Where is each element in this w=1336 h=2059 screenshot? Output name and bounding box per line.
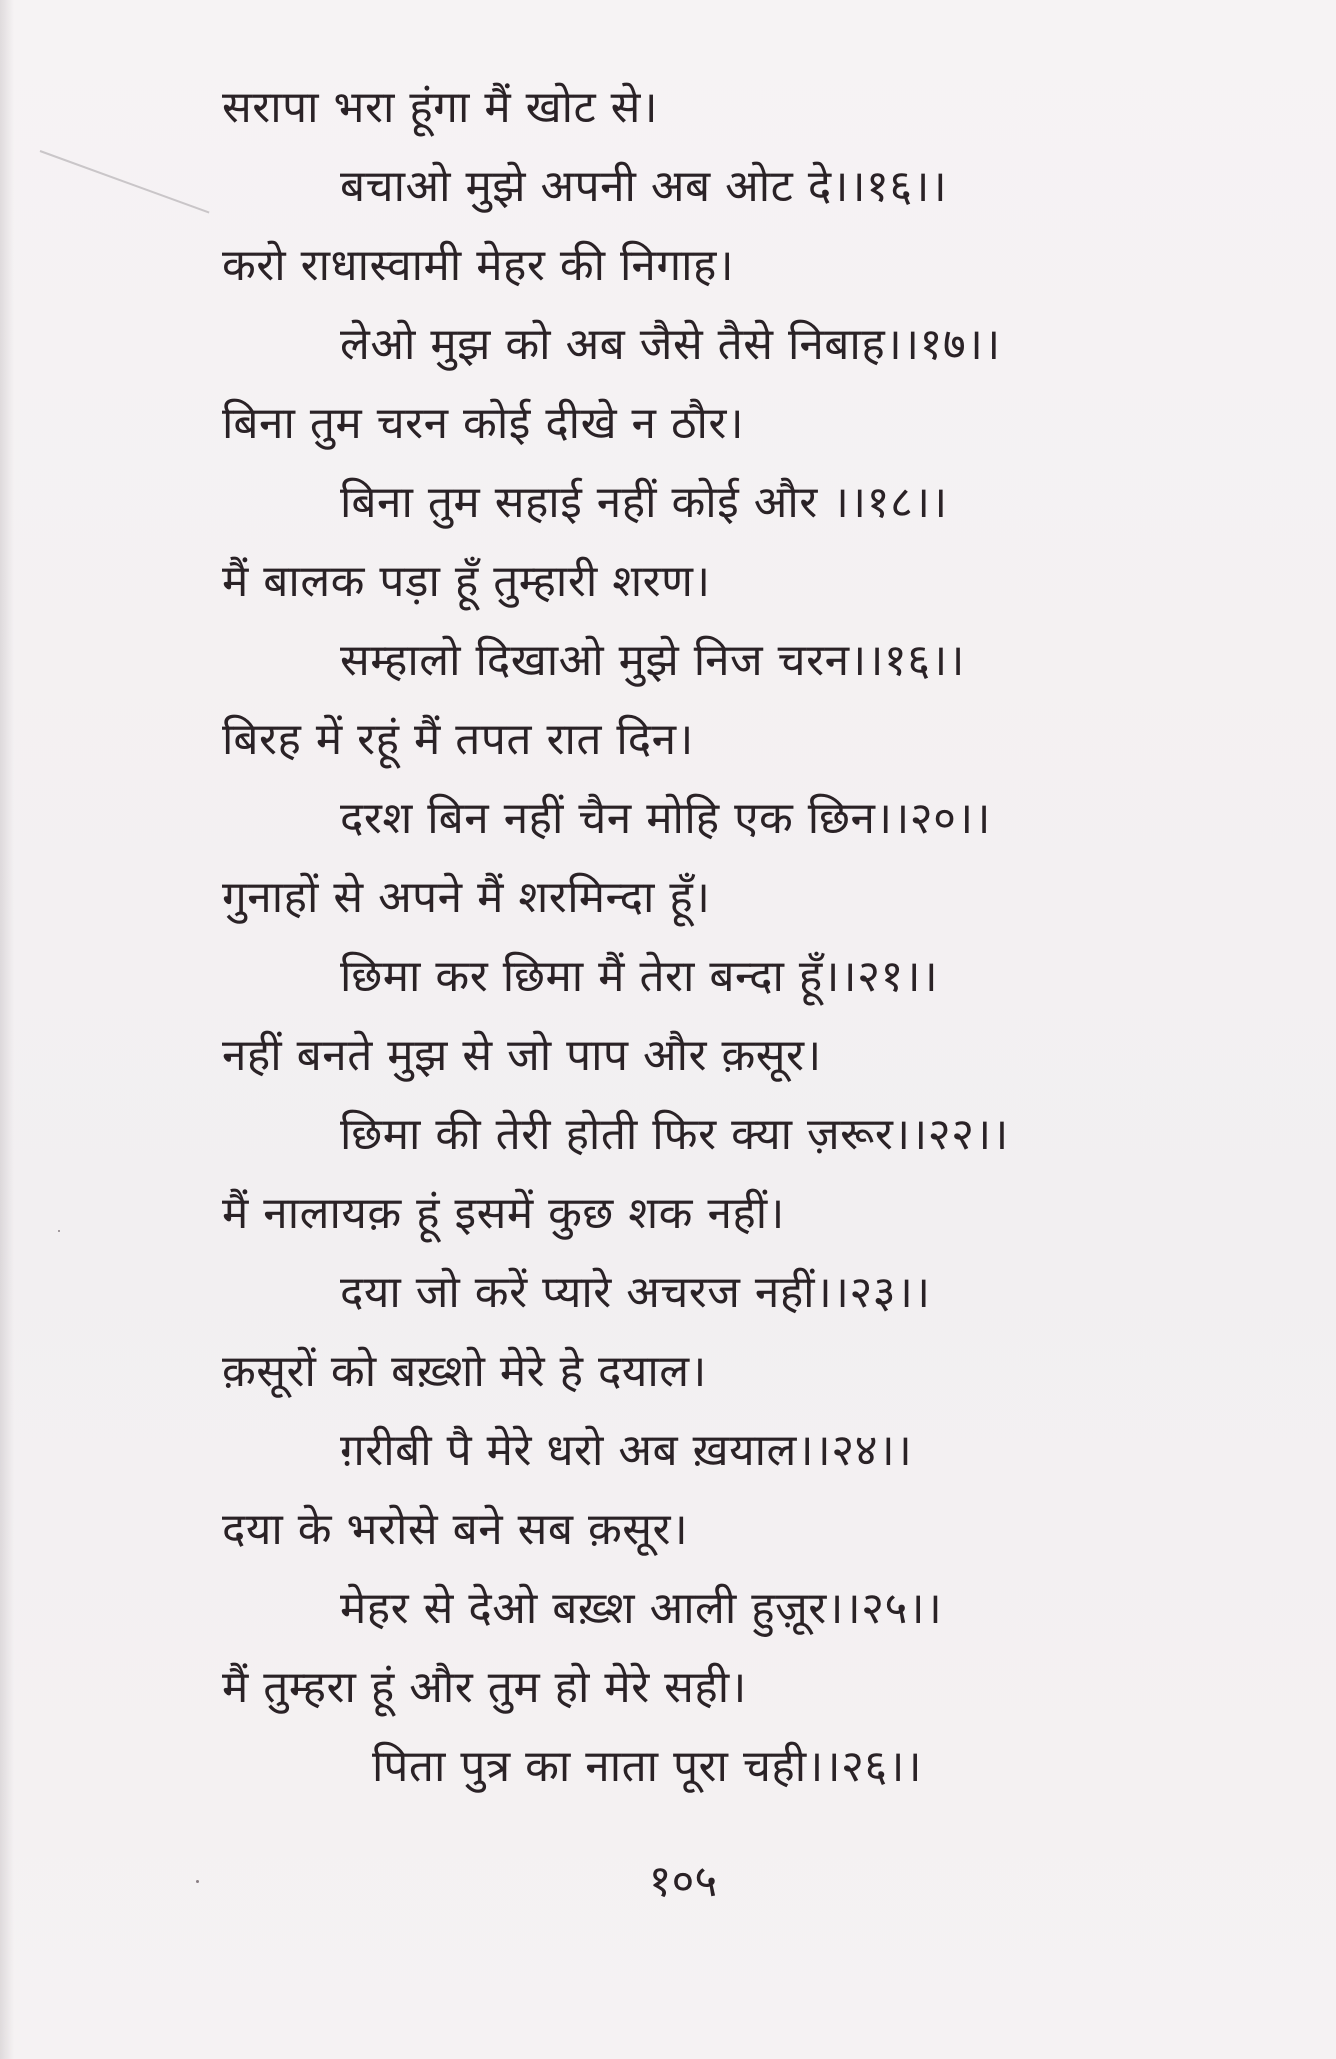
verse-line: मैं तुम्हरा हूं और तुम हो मेरे सही।	[222, 1662, 747, 1713]
verse-line: ग़रीबी पै मेरे धरो अब ख़याल।।२४।।	[340, 1425, 913, 1476]
verse-line: मेहर से देओ बख़्श आली हुज़ूर।।२५।।	[340, 1583, 943, 1634]
verse-line: बचाओ मुझे अपनी अब ओट दे।।१६।।	[340, 161, 948, 212]
page-fold-mark	[40, 150, 210, 213]
verse-line: सम्हालो दिखाओ मुझे निज चरन।।१६।।	[340, 635, 965, 686]
verse-line: पिता पुत्र का नाता पूरा चही।।२६।।	[372, 1741, 923, 1792]
verse-line: मैं बालक पड़ा हूँ तुम्हारी शरण।	[222, 556, 711, 607]
verse-line: लेओ मुझ को अब जैसे तैसे निबाह।।१७।।	[340, 319, 1001, 370]
verse-line: बिना तुम चरन कोई दीखे न ठौर।	[222, 398, 745, 449]
verse-line: छिमा कर छिमा मैं तेरा बन्दा हूँ।।२१।।	[340, 951, 939, 1002]
verse-line: छिमा की तेरी होती फिर क्या ज़रूर।।२२।।	[340, 1109, 1009, 1160]
verse-line: करो राधास्वामी मेहर की निगाह।	[222, 240, 735, 291]
paper-speck	[196, 1880, 199, 1883]
paper-speck	[58, 1230, 60, 1232]
verse-line: गुनाहों से अपने मैं शरमिन्दा हूँ।	[222, 872, 711, 923]
verse-line: दया के भरोसे बने सब क़सूर।	[222, 1504, 689, 1555]
verse-line: दरश बिन नहीं चैन मोहि एक छिन।।२०।।	[340, 793, 991, 844]
page-number: १०५	[648, 1856, 718, 1907]
page-edge-shadow	[0, 0, 14, 2059]
verse-line: दया जो करें प्यारे अचरज नहीं।।२३।।	[340, 1267, 931, 1318]
verse-block	[222, 68, 1162, 1806]
verse-line: सरापा भरा हूंगा मैं खोट से।	[222, 82, 659, 133]
verse-line: मैं नालायक़ हूं इसमें कुछ शक नहीं।	[222, 1188, 785, 1239]
verse-line: बिना तुम सहाई नहीं कोई और ।।१८।।	[340, 477, 948, 528]
verse-line: क़सूरों को बख़्शो मेरे हे दयाल।	[222, 1346, 707, 1397]
verse-line: बिरह में रहूं मैं तपत रात दिन।	[222, 714, 694, 765]
verse-line: नहीं बनते मुझ से जो पाप और क़सूर।	[222, 1030, 822, 1081]
